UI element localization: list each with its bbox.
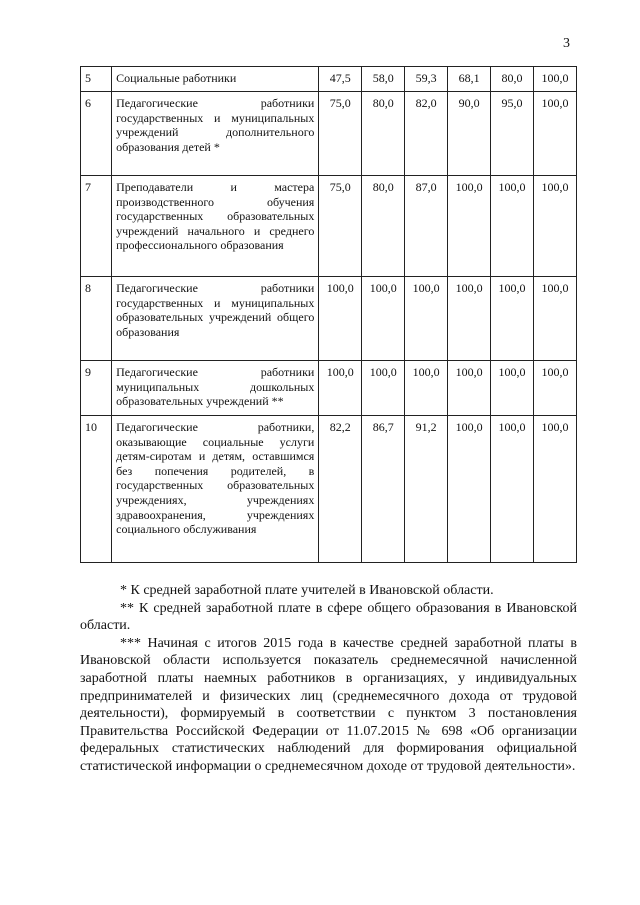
footnote-3: *** Начиная с итогов 2015 года в качестве средней заработной платы в Ивановской области используется показатель среднемесячной начисленной заработной платы наемных работников в организациях, у индивидуальных предпринимателей и физических лиц (среднемесячного дохода от трудовой деятельности), формируемый в соответствии с пунктом 3 постановления Правительства Российской Федерации от 11.07.2015 № 698 «Об организации федеральных статистических наблюдений для формирования официальной статистической информации о среднемесячном доходе от трудовой деятельности».	[80, 635, 577, 774]
row-category: Преподаватели и мастера производственного обучения государственных образовательных учреждений начального и среднего профессионального образования	[112, 176, 319, 277]
row-value: 86,7	[362, 416, 405, 563]
row-value: 100,0	[491, 176, 534, 277]
row-value: 80,0	[491, 67, 534, 92]
row-number: 5	[81, 67, 112, 92]
row-category: Социальные работники	[112, 67, 319, 92]
row-value: 91,2	[405, 416, 448, 563]
row-value: 87,0	[405, 176, 448, 277]
row-value: 100,0	[491, 416, 534, 563]
row-value: 100,0	[405, 361, 448, 416]
row-category: Педагогические работники государственных и муниципальных образовательных учреждений общего образования	[112, 277, 319, 361]
row-number: 9	[81, 361, 112, 416]
row-value: 68,1	[448, 67, 491, 92]
row-value: 100,0	[319, 361, 362, 416]
row-value: 100,0	[491, 361, 534, 416]
row-category: Педагогические работники, оказывающие социальные услуги детям-сиротам и детям, оставшимся без попечения родителей, в государственных образовательных учреждениях, учреждениях здравоохранения, учреждениях социального обслуживания	[112, 416, 319, 563]
row-value: 82,2	[319, 416, 362, 563]
row-number: 8	[81, 277, 112, 361]
row-category: Педагогические работники муниципальных дошкольных образовательных учреждений **	[112, 361, 319, 416]
footnote-2: ** К средней заработной плате в сфере общего образования в Ивановской области.	[80, 600, 577, 634]
row-value: 95,0	[491, 92, 534, 176]
row-value: 82,0	[405, 92, 448, 176]
row-value: 75,0	[319, 176, 362, 277]
table-row	[81, 176, 577, 277]
table-row	[81, 416, 577, 563]
salary-ratio-table	[80, 66, 577, 563]
row-value: 100,0	[448, 416, 491, 563]
footnotes	[80, 582, 577, 776]
row-value: 100,0	[534, 92, 577, 176]
page-number: 3	[563, 36, 570, 51]
row-number: 10	[81, 416, 112, 563]
row-value: 59,3	[405, 67, 448, 92]
row-value: 100,0	[362, 277, 405, 361]
table-row	[81, 361, 577, 416]
row-category: Педагогические работники государственных и муниципальных учреждений дополнительного образования детей *	[112, 92, 319, 176]
footnote-1: * К средней заработной плате учителей в Ивановской области.	[120, 583, 494, 598]
row-value: 100,0	[534, 67, 577, 92]
row-value: 100,0	[405, 277, 448, 361]
row-number: 7	[81, 176, 112, 277]
row-value: 75,0	[319, 92, 362, 176]
row-value: 100,0	[534, 176, 577, 277]
table-row	[81, 92, 577, 176]
row-value: 100,0	[319, 277, 362, 361]
row-value: 80,0	[362, 92, 405, 176]
row-value: 100,0	[534, 416, 577, 563]
row-value: 100,0	[534, 277, 577, 361]
row-value: 90,0	[448, 92, 491, 176]
row-value: 100,0	[491, 277, 534, 361]
row-value: 100,0	[448, 176, 491, 277]
row-value: 100,0	[448, 361, 491, 416]
row-value: 100,0	[448, 277, 491, 361]
row-value: 100,0	[534, 361, 577, 416]
row-value: 100,0	[362, 361, 405, 416]
row-value: 47,5	[319, 67, 362, 92]
table-row	[81, 67, 577, 92]
table-row	[81, 277, 577, 361]
row-number: 6	[81, 92, 112, 176]
row-value: 80,0	[362, 176, 405, 277]
row-value: 58,0	[362, 67, 405, 92]
